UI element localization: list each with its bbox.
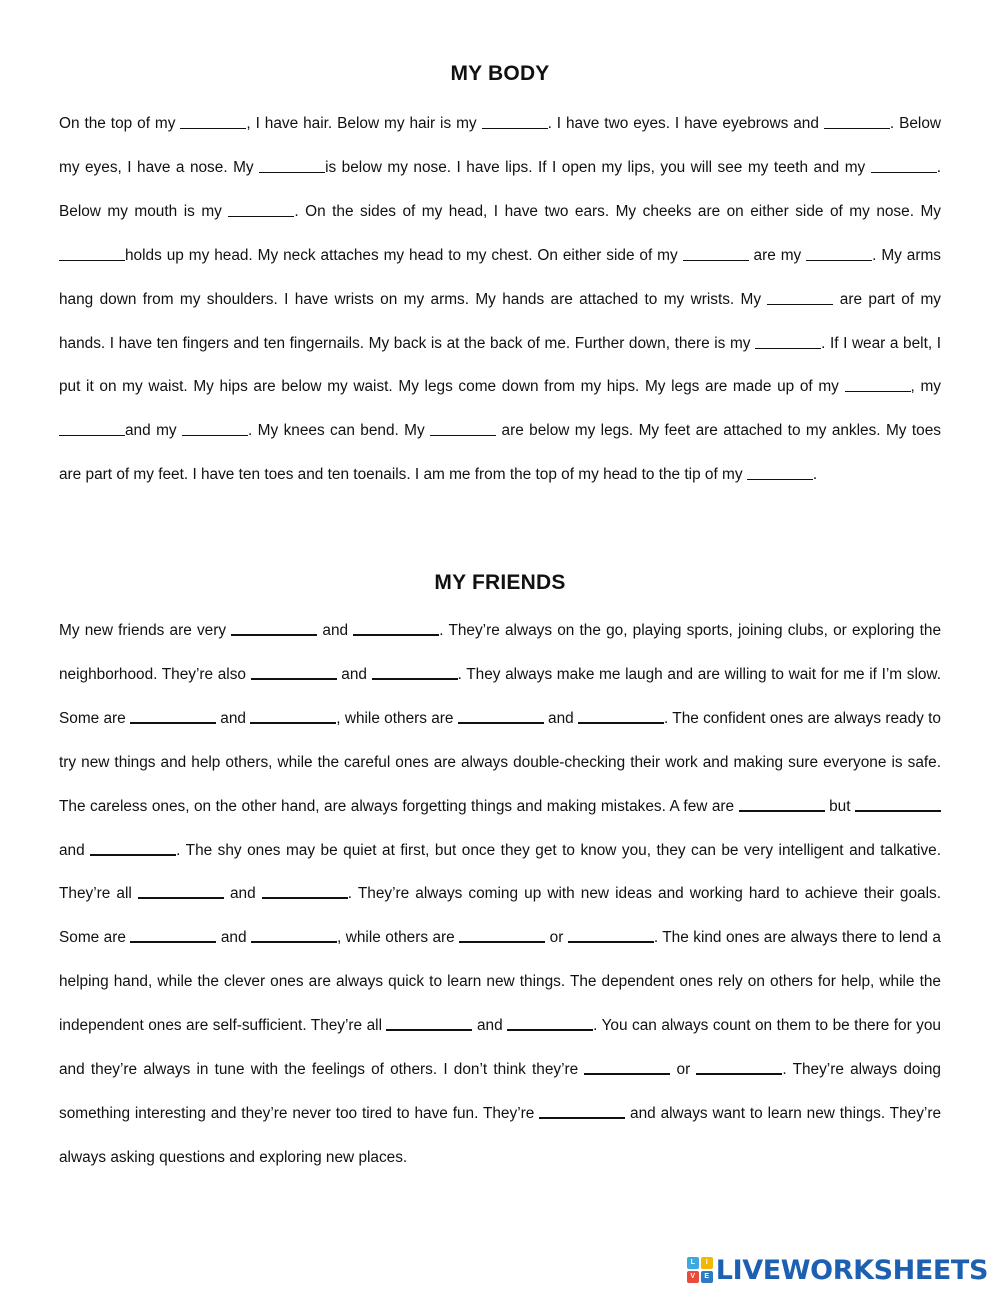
paragraph-text: . You can always count on them to be there for you and they’re always in tune with the feelings of others. I don’t think they’re — [59, 1017, 941, 1079]
paragraph-text: . If I wear a belt, I put it on my waist. My hips are below my waist. My legs come down from my hips. My legs are made up of my — [59, 334, 941, 396]
blank-field-body-3[interactable] — [824, 113, 890, 129]
paragraph-text: or — [670, 1061, 697, 1079]
blank-field-friends-17[interactable] — [568, 926, 654, 943]
blank-field-body-5[interactable] — [871, 157, 937, 173]
paragraph-text: , I have hair. Below my hair is my — [246, 115, 482, 132]
liveworksheets-logo-icon — [687, 1257, 713, 1283]
paragraph-text: , while others are — [336, 929, 460, 947]
logo-tile: I — [701, 1257, 713, 1269]
blank-field-body-11[interactable] — [755, 333, 821, 349]
blank-field-friends-3[interactable] — [251, 663, 337, 680]
blank-field-friends-14[interactable] — [130, 926, 216, 943]
paragraph-text: . The confident ones are always ready to try new things and help others, while the careful ones are always double-checking their work and making sure everyone is safe. The careless ones, on the other hand, are always forgetting things and making mistakes. A few are — [59, 709, 941, 815]
paragraph-text: . They’re always on the go, playing sports, joining clubs, or exploring the neighborhood. They’re also — [59, 622, 942, 683]
section-title-my-friends: MY FRIENDS — [434, 571, 566, 594]
paragraph-text: and — [223, 885, 262, 903]
paragraph-text: . They always make me laugh and are willing to wait for me if I’m slow. Some are — [59, 665, 941, 727]
paragraph-text: and — [336, 665, 372, 683]
blank-field-friends-13[interactable] — [262, 882, 348, 899]
paragraph-text: . They’re always coming up with new ideas and working hard to achieve their goals. Some are — [59, 885, 941, 947]
blank-field-friends-15[interactable] — [251, 926, 337, 943]
blank-field-friends-12[interactable] — [138, 882, 224, 899]
paragraph-text: is below my nose. I have lips. If I open my lips, you will see my teeth and my — [325, 158, 871, 176]
blank-field-body-14[interactable] — [182, 420, 248, 436]
paragraph-text: are my — [748, 246, 807, 264]
paragraph-text: . The kind ones are always there to lend a helping hand, while the clever ones are always quick to learn new things. The dependent ones rely on others for help, while the independent ones are self-sufficient. They’re all — [59, 929, 941, 1035]
blank-field-friends-2[interactable] — [353, 619, 439, 636]
blank-field-body-15[interactable] — [430, 420, 496, 436]
paragraph-text: . My arms hang down from my shoulders. I have wrists on my arms. My hands are attached to my wrists. My — [59, 246, 941, 308]
paragraph-text: but — [824, 797, 855, 815]
blank-field-friends-18[interactable] — [386, 1014, 472, 1031]
paragraph-text: My new friends are very — [59, 622, 232, 639]
paragraph-text: and — [472, 1017, 508, 1035]
paragraph-text: and — [216, 709, 251, 727]
liveworksheets-logo-text: LIVEWORKSHEETS — [715, 1254, 988, 1286]
blank-field-friends-9[interactable] — [739, 795, 825, 812]
paragraph-text: holds up my head. My neck attaches my head to my chest. On either side of my — [125, 246, 683, 264]
blank-field-body-6[interactable] — [228, 201, 294, 217]
paragraph-text: and — [216, 929, 251, 947]
blank-field-body-9[interactable] — [806, 245, 872, 261]
blank-field-body-1[interactable] — [180, 113, 246, 129]
blank-field-friends-22[interactable] — [539, 1102, 625, 1119]
paragraph-text: and my — [125, 422, 182, 440]
blank-field-body-13[interactable] — [59, 420, 125, 436]
blank-field-friends-6[interactable] — [250, 707, 336, 724]
blank-field-friends-21[interactable] — [696, 1058, 782, 1075]
blank-field-friends-16[interactable] — [459, 926, 545, 943]
paragraph-text: are part of my hands. I have ten fingers and ten fingernails. My back is at the back of me. Further down, there is my — [59, 290, 941, 352]
my-body-paragraph — [59, 102, 941, 497]
my-friends-paragraph — [59, 609, 941, 1180]
paragraph-text: , my — [910, 378, 941, 396]
paragraph-text: or — [545, 929, 568, 947]
blank-field-friends-4[interactable] — [372, 663, 458, 680]
blank-field-body-8[interactable] — [683, 245, 749, 261]
paragraph-text: . They’re always doing something interesting and they’re never too tired to have fun. They’re — [59, 1061, 941, 1122]
paragraph-text: On the top of my — [59, 115, 181, 132]
blank-field-body-10[interactable] — [767, 289, 833, 305]
paragraph-text: . I have two eyes. I have eyebrows and — [547, 115, 824, 132]
blank-field-friends-10[interactable] — [855, 795, 941, 812]
logo-tile: V — [687, 1271, 699, 1283]
paragraph-text: are below my legs. My feet are attached to my ankles. My toes are part of my feet. I have ten toes and ten toenails. I am me from the top of my head to the tip of my — [59, 422, 941, 484]
logo-tile: L — [687, 1257, 699, 1269]
paragraph-text: , while others are — [336, 709, 458, 727]
logo-tile: E — [701, 1271, 713, 1283]
blank-field-body-7[interactable] — [59, 245, 125, 261]
blank-field-body-12[interactable] — [845, 376, 911, 392]
blank-field-body-4[interactable] — [259, 157, 325, 173]
blank-field-body-2[interactable] — [482, 113, 548, 129]
paragraph-text: . On the sides of my head, I have two ears. My cheeks are on either side of my nose. My — [294, 202, 941, 220]
paragraph-text: and — [317, 622, 354, 639]
paragraph-text: and — [543, 709, 579, 727]
blank-field-friends-19[interactable] — [507, 1014, 593, 1031]
section-title-my-body: MY BODY — [450, 62, 550, 85]
blank-field-friends-1[interactable] — [231, 619, 317, 636]
blank-field-friends-5[interactable] — [130, 707, 216, 724]
paragraph-text: and always want to learn new things. They’re always asking questions and exploring new places. — [59, 1104, 942, 1166]
blank-field-friends-8[interactable] — [578, 707, 664, 724]
paragraph-text: . Below my eyes, I have a nose. My — [59, 115, 941, 176]
liveworksheets-logo — [687, 1252, 988, 1288]
blank-field-body-16[interactable] — [747, 464, 813, 480]
paragraph-text: . — [812, 466, 818, 484]
paragraph-text: . Below my mouth is my — [59, 158, 941, 220]
blank-field-friends-20[interactable] — [584, 1058, 670, 1075]
blank-field-friends-7[interactable] — [458, 707, 544, 724]
paragraph-text: and — [59, 841, 91, 859]
blank-field-friends-11[interactable] — [90, 839, 176, 856]
paragraph-text: . The shy ones may be quiet at first, but once they get to know you, they can be very intelligent and talkative. They’re all — [59, 841, 941, 903]
paragraph-text: . My knees can bend. My — [248, 422, 431, 440]
